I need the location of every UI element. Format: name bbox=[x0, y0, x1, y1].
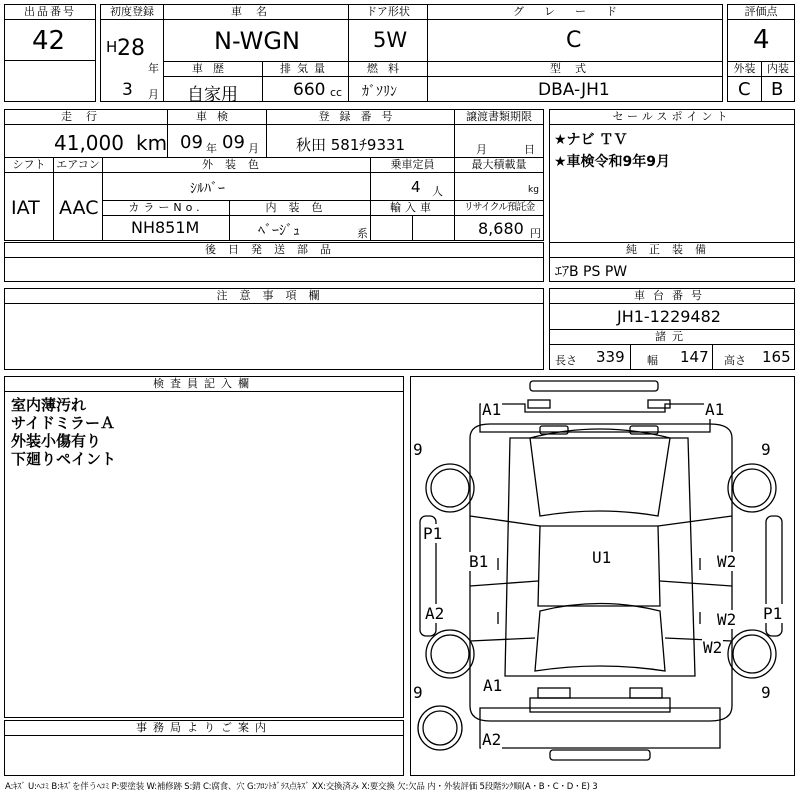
mark-9-right-top: 9 bbox=[761, 440, 771, 459]
chassis: JH1-1229482 bbox=[617, 307, 721, 326]
load-label: 最大積載量 bbox=[454, 157, 544, 173]
later-parts-box bbox=[4, 257, 544, 282]
mark-9-right-bottom: 9 bbox=[761, 683, 771, 702]
import-label: 輸入車 bbox=[370, 200, 455, 216]
mark-p1-right: P1 bbox=[763, 604, 783, 623]
recycle-unit: 円 bbox=[530, 227, 541, 240]
fuel: ｶﾞｿﾘﾝ bbox=[362, 84, 397, 100]
intcolor: ﾍﾞｰｼﾞｭ bbox=[258, 223, 300, 239]
inspector-line-3: 外装小傷有り bbox=[11, 432, 102, 450]
inspect-year: 09 bbox=[180, 132, 203, 153]
month-unit: 月 bbox=[148, 88, 159, 101]
disp-unit: cc bbox=[330, 86, 343, 99]
ext-grade: C bbox=[738, 79, 751, 100]
seats-unit: 人 bbox=[432, 185, 443, 198]
office-label: 事務局よりご案内 bbox=[4, 720, 404, 736]
shift: IAT bbox=[11, 197, 40, 219]
mark-w2-rear-right: W2 bbox=[703, 638, 723, 657]
door: 5W bbox=[373, 28, 408, 52]
inspector-label: 検査員記入欄 bbox=[4, 376, 404, 392]
car-name-label: 車名 bbox=[163, 4, 349, 20]
lot-label: 出品番号 bbox=[4, 4, 96, 20]
seats: 4 bbox=[411, 178, 421, 196]
transfer-day: 日 bbox=[524, 143, 535, 156]
inspector-line-2: サイドミラーＡ bbox=[11, 414, 115, 432]
intcolor-unit: 系 bbox=[357, 227, 368, 240]
inspect-label: 車検 bbox=[167, 109, 267, 125]
ext-label: 外装 bbox=[727, 61, 762, 77]
mark-w2-right-mid: W2 bbox=[717, 552, 737, 571]
colorno-label: カラーNo. bbox=[102, 200, 230, 216]
mark-9-left-bottom: 9 bbox=[413, 683, 423, 702]
inspect-year-unit: 年 bbox=[206, 142, 217, 155]
ac: AAC bbox=[59, 197, 99, 219]
inspect-month: 09 bbox=[222, 132, 245, 153]
color-label: 外装色 bbox=[102, 157, 371, 173]
wid: 147 bbox=[680, 348, 709, 366]
plate: 秋田 581ﾁ9331 bbox=[296, 136, 406, 154]
seats-label: 乗車定員 bbox=[370, 157, 455, 173]
int-grade: B bbox=[771, 79, 784, 100]
equip-label: 純正装備 bbox=[549, 242, 795, 258]
mark-a2-left: A2 bbox=[425, 604, 445, 623]
car-name: N-WGN bbox=[214, 27, 300, 55]
ac-label: エアコン bbox=[53, 157, 103, 173]
model: DBA-JH1 bbox=[538, 80, 610, 100]
int-label: 内装 bbox=[761, 61, 795, 77]
recycle: 8,680 bbox=[478, 219, 524, 238]
lot-blank bbox=[4, 60, 96, 102]
import-box-b bbox=[412, 215, 455, 241]
mileage: 41,000 bbox=[54, 131, 124, 155]
import-box-a bbox=[370, 215, 413, 241]
caution-label: 注意事項欄 bbox=[4, 288, 544, 304]
color-box bbox=[102, 172, 371, 201]
mark-9-left-top: 9 bbox=[413, 440, 423, 459]
hei-label: 高さ bbox=[724, 354, 746, 367]
first-reg-label: 初度登録 bbox=[100, 4, 164, 20]
sales-line-1: ★ナビ ＴＶ bbox=[554, 132, 628, 148]
mark-b1: B1 bbox=[469, 552, 489, 571]
disp: 660 bbox=[293, 80, 326, 100]
len: 339 bbox=[596, 348, 625, 366]
mark-a1-rear: A1 bbox=[483, 676, 503, 695]
dims-label: 諸元 bbox=[549, 329, 795, 345]
score-label: 評価点 bbox=[727, 4, 795, 20]
mileage-unit: km bbox=[136, 131, 168, 155]
era: H bbox=[106, 38, 118, 56]
legend: A:ｷｽﾞ U:ﾍｺﾐ B:ｷｽﾞを伴うﾍｺﾐ P:要塗装 W:補修跡 S:錆 C:腐食、穴 G:ﾌﾛﾝﾄｶﾞﾗｽ点ｷｽﾞ XX:交換済み X:要交換 欠:欠品 内・外装評価 5段階ﾗﾝｸ順(A・B・C・D・E) 3 bbox=[5, 782, 598, 792]
mark-u1: U1 bbox=[592, 548, 612, 567]
inspector-line-1: 室内薄汚れ bbox=[11, 396, 87, 414]
shift-label: シフト bbox=[4, 157, 54, 173]
mark-p1-left: P1 bbox=[423, 524, 443, 543]
door-label: ドア形状 bbox=[348, 4, 428, 20]
colorno: NH851M bbox=[131, 218, 200, 237]
inspector-line-4: 下廻りペイント bbox=[11, 450, 117, 468]
transfer-month: 月 bbox=[476, 143, 487, 156]
load-unit: kg bbox=[528, 185, 539, 195]
reg-month: 3 bbox=[122, 80, 133, 100]
disp-label: 排気量 bbox=[262, 61, 349, 77]
sales-label: セールスポイント bbox=[549, 109, 795, 125]
transfer-label: 譲渡書類期限 bbox=[454, 109, 544, 125]
mark-a1-front-right: A1 bbox=[705, 400, 725, 419]
year-unit: 年 bbox=[148, 62, 159, 75]
grade: C bbox=[566, 28, 582, 53]
history-label: 車歴 bbox=[163, 61, 263, 77]
color: ｼﾙﾊﾞｰ bbox=[190, 181, 225, 197]
office-box bbox=[4, 735, 404, 776]
len-label: 長さ bbox=[555, 354, 577, 367]
intcolor-box bbox=[229, 215, 371, 241]
grade-label: グレード bbox=[427, 4, 723, 20]
caution-box bbox=[4, 303, 544, 370]
reg-year: 28 bbox=[117, 36, 145, 61]
history: 自家用 bbox=[187, 85, 238, 105]
intcolor-label: 内装色 bbox=[229, 200, 371, 216]
wid-label: 幅 bbox=[647, 354, 658, 367]
hei: 165 bbox=[762, 348, 791, 366]
plate-label: 登録番号 bbox=[266, 109, 455, 125]
later-parts-label: 後日発送部品 bbox=[4, 242, 544, 258]
mark-a1-front-left: A1 bbox=[482, 400, 502, 419]
chassis-label: 車台番号 bbox=[549, 288, 795, 304]
model-label: 型式 bbox=[427, 61, 723, 77]
lot-number: 42 bbox=[32, 26, 66, 56]
fuel-label: 燃料 bbox=[348, 61, 428, 77]
inspect-month-unit: 月 bbox=[248, 142, 259, 155]
mileage-label: 走行 bbox=[4, 109, 168, 125]
car-diagram bbox=[410, 376, 795, 776]
mark-a2-rear: A2 bbox=[482, 730, 502, 749]
mark-w2-right-lower: W2 bbox=[717, 610, 737, 629]
recycle-label: リサイクル預託金 bbox=[454, 200, 544, 216]
equip: ｴｱB PS PW bbox=[555, 264, 628, 280]
sales-line-2: ★車検令和9年9月 bbox=[554, 154, 671, 170]
score: 4 bbox=[753, 25, 770, 55]
